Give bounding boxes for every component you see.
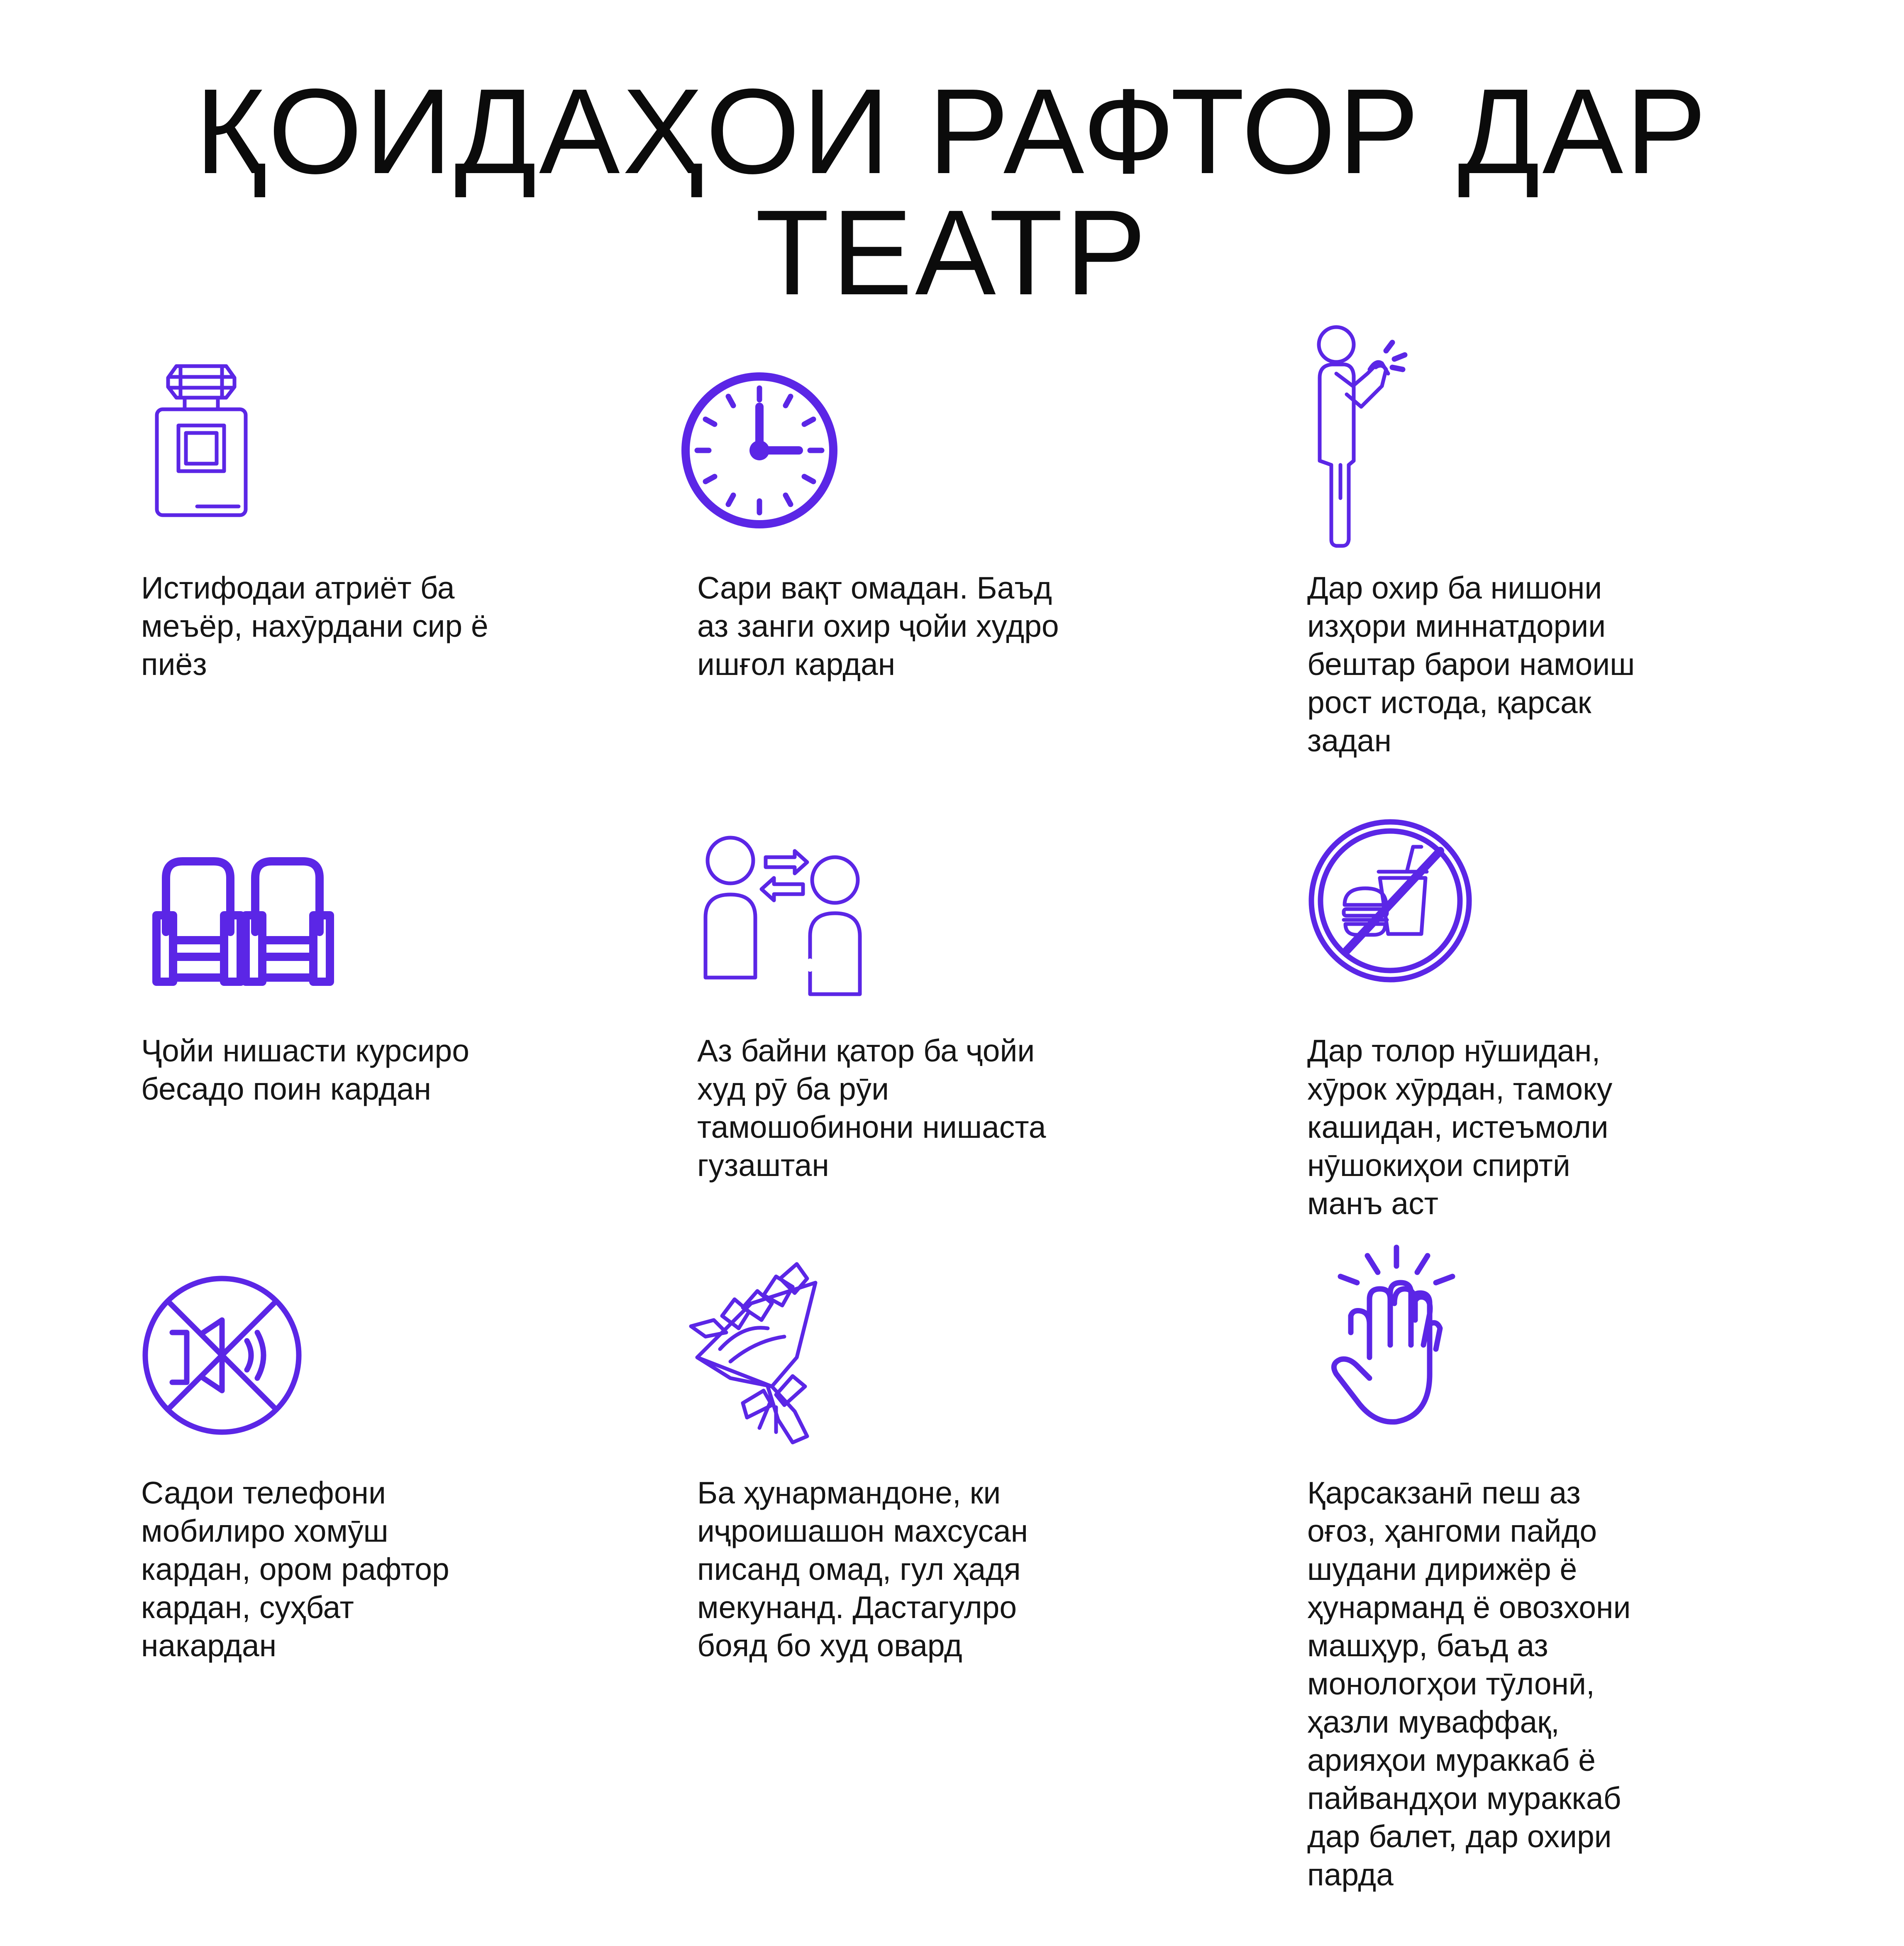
- rule-line: хӯрок хӯрдан, тамоку: [1307, 1071, 1613, 1106]
- rule-line: Дар толор нӯшидан,: [1307, 1033, 1601, 1068]
- rule-line: мекунанд. Дастагулро: [697, 1590, 1017, 1625]
- rule-line: ҳунарманд ё овозхони: [1307, 1590, 1631, 1625]
- rule-line: кардан, суҳбат: [141, 1590, 354, 1625]
- rule-line: монологҳои тӯлонӣ,: [1307, 1666, 1595, 1701]
- clapping-hands-icon: [1328, 1241, 1465, 1440]
- rule-line: Ҷойи нишасти курсиро: [141, 1033, 469, 1068]
- rule-line: бештар барои намоиш: [1307, 647, 1635, 682]
- theater-seats-icon: [151, 853, 338, 986]
- rule-line: ишғол кардан: [697, 647, 896, 682]
- page-title: ҚОИДАҲОИ РАФТОР ДАР ТЕАТР: [195, 64, 1709, 320]
- rule-line: писанд омад, гул ҳадя: [697, 1552, 1021, 1587]
- rule-line: парда: [1307, 1857, 1394, 1892]
- rule-line: бояд бо худ овард: [697, 1628, 962, 1663]
- no-phone-sound-icon: [141, 1274, 303, 1436]
- rule-line: нӯшокиҳои спиртӣ: [1307, 1148, 1570, 1183]
- rule-line: накардан: [141, 1628, 277, 1663]
- rule-line: дар балет, дар охири: [1307, 1819, 1612, 1854]
- no-food-drink-icon: [1307, 818, 1473, 984]
- rule-line: пиёз: [141, 647, 207, 682]
- rule-line: Аз байни қатор ба ҷойи: [697, 1033, 1035, 1068]
- rule-line: шудани дирижёр ё: [1307, 1552, 1577, 1587]
- rule-line: тамошобинони нишаста: [697, 1110, 1046, 1144]
- rule-line: машҳур, баъд аз: [1307, 1628, 1548, 1663]
- rule-line: арияҳои мураккаб ё: [1307, 1743, 1596, 1777]
- rule-line: кардан, ором рафтор: [141, 1552, 449, 1587]
- rule-line: рост истода, қарсак: [1307, 685, 1592, 720]
- rule-line: пайвандҳои мураккаб: [1307, 1781, 1621, 1816]
- rule-line: манъ аст: [1307, 1186, 1438, 1221]
- rule-line: изҳори миннатдории: [1307, 609, 1606, 643]
- perfume-bottle-icon: [154, 361, 249, 519]
- rule-line: Садои телефони: [141, 1475, 386, 1510]
- rule-line: иҷроишашон махсусан: [697, 1513, 1028, 1548]
- rule-line: Ба ҳунармандоне, ки: [697, 1475, 1001, 1510]
- rule-line: Қарсакзанӣ пеш аз: [1307, 1475, 1581, 1510]
- rule-line: ҳазли муваффақ,: [1307, 1704, 1560, 1739]
- rule-line: мобилиро хомӯш: [141, 1513, 388, 1548]
- rule-line: бесадо поин кардан: [141, 1071, 431, 1106]
- rule-line: Дар охир ба нишони: [1307, 570, 1602, 605]
- rule-line: меъёр, нахӯрдани сир ё: [141, 609, 488, 643]
- clock-icon: [681, 372, 838, 529]
- standing-clapping-person-icon: [1307, 324, 1415, 548]
- rule-line: задан: [1307, 723, 1391, 758]
- rule-line: Истифодаи атриёт ба: [141, 570, 455, 605]
- rule-line: Сари вақт омадан. Баъд: [697, 570, 1052, 605]
- rule-line: оғоз, ҳангоми пайдо: [1307, 1513, 1597, 1548]
- rule-line: аз занги охир ҷойи худро: [697, 609, 1059, 643]
- rule-line: худ рӯ ба рӯи: [697, 1071, 889, 1106]
- rule-line: кашидан, истеъмоли: [1307, 1110, 1609, 1144]
- passing-people-icon: [701, 836, 867, 996]
- flower-bouquet-icon: [681, 1254, 834, 1449]
- rule-line: гузаштан: [697, 1148, 829, 1183]
